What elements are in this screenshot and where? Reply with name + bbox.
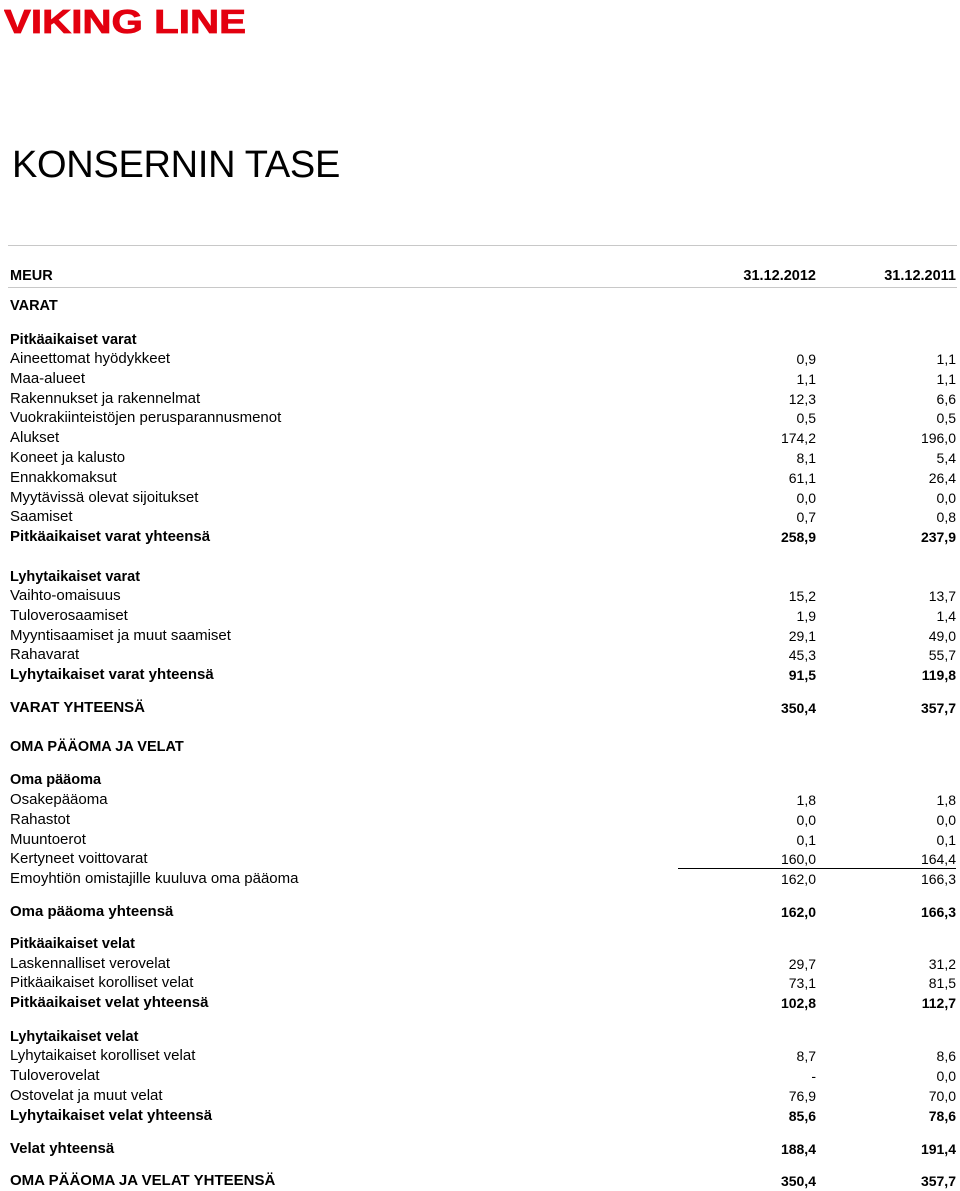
row-label: Tuloverovelat	[10, 1067, 100, 1084]
value-2012: 91,5	[788, 667, 816, 683]
table-row	[10, 849, 956, 869]
row-label: Pitkäaikaiset velat yhteensä	[10, 994, 209, 1011]
value-2012: 350,4	[780, 700, 816, 716]
value-2012: 73,1	[788, 975, 816, 991]
table-row	[10, 389, 956, 409]
total-row	[10, 902, 956, 922]
row-label: Maa-alueet	[10, 370, 86, 387]
row-label: Saamiset	[10, 508, 73, 525]
value-2012: 15,2	[788, 588, 816, 604]
column-header-2012: 31.12.2012	[743, 268, 816, 284]
row-label: Rakennukset ja rakennelmat	[10, 390, 201, 407]
table-row	[10, 428, 956, 448]
section-heading-row	[10, 567, 956, 587]
table-row	[10, 830, 956, 850]
value-2011: 1,1	[936, 351, 956, 367]
table-row	[10, 869, 956, 889]
header-divider	[8, 287, 957, 288]
value-2011: 0,1	[936, 832, 956, 848]
value-2012: 8,7	[796, 1048, 816, 1064]
value-2011: 166,3	[920, 904, 956, 920]
row-label: Rahavarat	[10, 646, 80, 663]
row-label: Pitkäaikaiset korolliset velat	[10, 974, 194, 991]
value-2011: 0,0	[936, 490, 956, 506]
section-heading-row	[10, 737, 956, 757]
table-header-row	[10, 266, 956, 286]
row-label: Oma pääoma yhteensä	[10, 903, 174, 920]
table-row	[10, 1086, 956, 1106]
value-2012: 29,7	[788, 956, 816, 972]
value-2012: 8,1	[796, 450, 816, 466]
table-row	[10, 810, 956, 830]
table-row	[10, 954, 956, 974]
subtotal-underline	[678, 868, 956, 869]
table-row	[10, 645, 956, 665]
value-2011: 196,0	[920, 430, 956, 446]
value-2012: 174,2	[780, 430, 816, 446]
table-row	[10, 586, 956, 606]
value-2012: 102,8	[780, 995, 816, 1011]
value-2011: 26,4	[928, 470, 956, 486]
total-row	[10, 698, 956, 718]
value-2011: 166,3	[920, 871, 956, 887]
value-2011: 119,8	[921, 667, 956, 683]
value-2011: 49,0	[928, 628, 956, 644]
section-heading-row	[10, 296, 956, 316]
value-2011: 31,2	[928, 956, 956, 972]
value-2011: 6,6	[936, 391, 956, 407]
value-2012: 61,1	[788, 470, 816, 486]
table-row	[10, 468, 956, 488]
value-2012: 162,0	[780, 871, 816, 887]
value-2012: 1,8	[796, 792, 816, 808]
value-2012: 188,4	[780, 1141, 816, 1157]
row-label: Ostovelat ja muut velat	[10, 1087, 163, 1104]
table-row	[10, 349, 956, 369]
value-2012: 0,9	[796, 351, 816, 367]
value-2012: 160,0	[780, 851, 816, 867]
total-row	[10, 1106, 956, 1126]
value-2011: 78,6	[928, 1108, 956, 1124]
value-2012: 0,7	[796, 509, 816, 525]
row-label: Tuloverosaamiset	[10, 607, 128, 624]
row-label: Muuntoerot	[10, 831, 86, 848]
row-label: Velat yhteensä	[10, 1140, 115, 1157]
table-row	[10, 1066, 956, 1086]
row-label: Ennakkomaksut	[10, 469, 117, 486]
value-2011: 8,6	[936, 1048, 956, 1064]
value-2012: 0,5	[796, 410, 816, 426]
value-2011: 357,7	[920, 1173, 956, 1189]
value-2012: 0,0	[796, 490, 816, 506]
value-2011: 55,7	[928, 647, 956, 663]
value-2012: 29,1	[788, 628, 816, 644]
total-row	[10, 665, 956, 685]
value-2011: 357,7	[920, 700, 956, 716]
table-row	[10, 606, 956, 626]
row-label: Myyntisaamiset ja muut saamiset	[10, 627, 231, 644]
value-2011: 1,8	[936, 792, 956, 808]
value-2011: 70,0	[928, 1088, 956, 1104]
row-label: Vaihto-omaisuus	[10, 587, 121, 604]
row-label: Lyhytaikaiset varat yhteensä	[10, 666, 214, 683]
row-label: Koneet ja kalusto	[10, 449, 126, 466]
value-2011: 0,8	[936, 509, 956, 525]
value-2011: 13,7	[928, 588, 956, 604]
row-label: Lyhytaikaiset korolliset velat	[10, 1047, 196, 1064]
row-label: OMA PÄÄOMA JA VELAT	[10, 739, 184, 755]
value-2011: 237,9	[920, 529, 956, 545]
viking-line-logo	[4, 2, 248, 40]
table-row	[10, 369, 956, 389]
row-label: Lyhytaikaiset velat	[10, 1029, 139, 1045]
row-label: Pitkäaikaiset velat	[10, 936, 135, 952]
page-title: KONSERNIN TASE	[12, 144, 341, 186]
row-label: Pitkäaikaiset varat yhteensä	[10, 528, 211, 545]
row-label: Oma pääoma	[10, 772, 102, 788]
value-2011: 191,4	[920, 1141, 956, 1157]
column-header-2011: 31.12.2011	[884, 268, 956, 284]
value-2012: 0,0	[796, 812, 816, 828]
section-heading-row	[10, 330, 956, 350]
row-label: Aineettomat hyödykkeet	[10, 350, 171, 367]
value-2012: 350,4	[780, 1173, 816, 1189]
total-row	[10, 993, 956, 1013]
table-row	[10, 448, 956, 468]
value-2011: 0,0	[936, 1068, 956, 1084]
row-label: Pitkäaikaiset varat	[10, 332, 137, 348]
row-label: OMA PÄÄOMA JA VELAT YHTEENSÄ	[10, 1172, 276, 1189]
value-2012: 0,1	[796, 832, 816, 848]
value-2012: 12,3	[788, 391, 816, 407]
value-2012: 76,9	[788, 1088, 816, 1104]
table-row	[10, 507, 956, 527]
value-2011: 81,5	[928, 975, 956, 991]
value-2011: 0,0	[936, 812, 956, 828]
total-row	[10, 527, 956, 547]
row-label: Vuokrakiinteistöjen perusparannusmenot	[10, 409, 282, 426]
value-2012: 1,9	[796, 608, 816, 624]
value-2011: 1,4	[936, 608, 956, 624]
row-label: Laskennalliset verovelat	[10, 955, 171, 972]
logo-wordmark: VIKING LINE	[4, 3, 246, 40]
table-row	[10, 488, 956, 508]
value-2012: 258,9	[780, 529, 816, 545]
value-2012: 85,6	[788, 1108, 816, 1124]
table-row	[10, 790, 956, 810]
row-label: Lyhytaikaiset varat	[10, 569, 141, 585]
value-2011: 164,4	[920, 851, 956, 867]
value-2012: -	[811, 1068, 816, 1084]
value-2011: 5,4	[936, 450, 956, 466]
value-2011: 0,5	[936, 410, 956, 426]
value-2011: 1,1	[936, 371, 956, 387]
value-2012: 162,0	[780, 904, 816, 920]
table-row	[10, 1046, 956, 1066]
row-label: Kertyneet voittovarat	[10, 850, 148, 867]
row-label: Emoyhtiön omistajille kuuluva oma pääoma	[10, 870, 299, 887]
total-row	[10, 1171, 956, 1191]
row-label: VARAT YHTEENSÄ	[10, 699, 146, 716]
table-row	[10, 626, 956, 646]
section-heading-row	[10, 934, 956, 954]
value-2011: 112,7	[921, 995, 956, 1011]
row-label: Osakepääoma	[10, 791, 108, 808]
title-divider	[8, 245, 957, 246]
total-row	[10, 1139, 956, 1159]
row-label: Lyhytaikaiset velat yhteensä	[10, 1107, 213, 1124]
section-heading-row	[10, 770, 956, 790]
value-2012: 45,3	[788, 647, 816, 663]
unit-header: MEUR	[10, 268, 53, 284]
row-label: Myytävissä olevat sijoitukset	[10, 489, 199, 506]
table-row	[10, 408, 956, 428]
row-label: Rahastot	[10, 811, 71, 828]
section-heading-row	[10, 1027, 956, 1047]
table-row	[10, 973, 956, 993]
value-2012: 1,1	[796, 371, 816, 387]
row-label: Alukset	[10, 429, 60, 446]
row-label: VARAT	[10, 298, 58, 314]
